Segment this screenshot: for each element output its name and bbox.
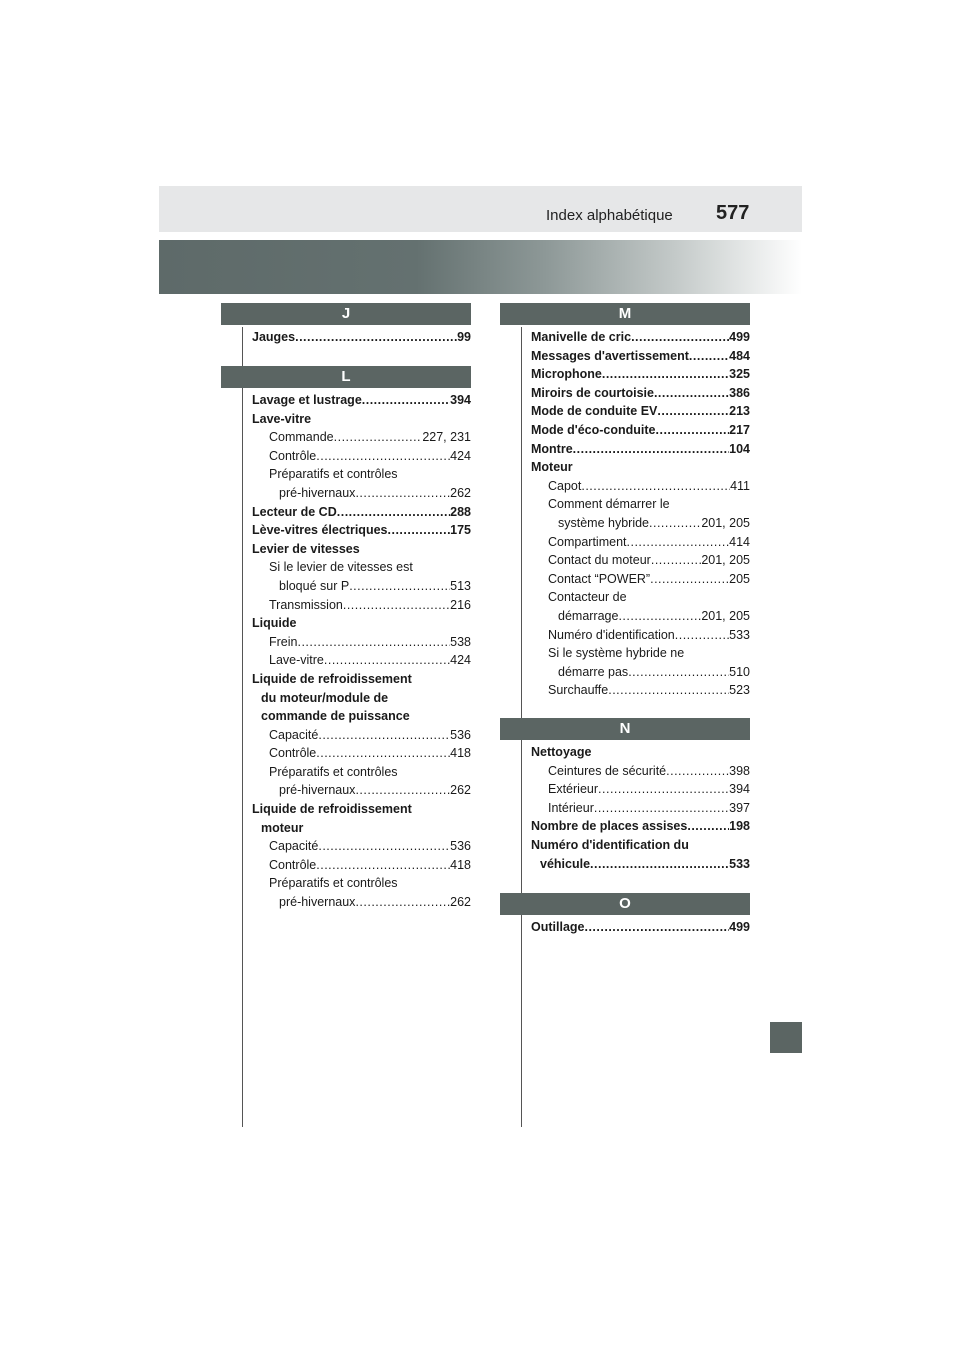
list-item[interactable]: Transmission ..... 216 xyxy=(252,596,471,615)
list-item[interactable]: Outillage ..... 499 xyxy=(531,918,750,937)
entries-n xyxy=(531,743,750,873)
list-item[interactable]: Jauges ..... 99 xyxy=(252,328,471,347)
list-item[interactable]: Commande ..... 227, 231 xyxy=(252,428,471,447)
index-subheading: Si le levier de vitesses est xyxy=(269,560,413,575)
entries-o xyxy=(531,918,750,937)
list-item[interactable]: Lecteur de CD ..... 288 xyxy=(252,503,471,522)
list-item[interactable]: Frein ..... 538 xyxy=(252,633,471,652)
index-heading: Liquide de refroidissement xyxy=(252,802,412,817)
index-heading: Nettoyage xyxy=(531,745,592,759)
list-item[interactable]: Contact “POWER” ..... 205 xyxy=(531,570,750,589)
list-item[interactable]: Ceintures de sécurité ..... 398 xyxy=(531,762,750,781)
index-heading: Moteur xyxy=(531,460,573,475)
list-item[interactable]: Montre ..... 104 xyxy=(531,440,750,459)
entries-j xyxy=(252,328,471,347)
letter-header-j: J xyxy=(221,303,471,325)
index-subheading: Comment démarrer le xyxy=(548,497,670,512)
header-band xyxy=(159,186,802,232)
list-item[interactable]: Capot ..... 411 xyxy=(531,477,750,496)
list-item[interactable]: Intérieur ..... 397 xyxy=(531,799,750,818)
entries-l xyxy=(252,391,471,912)
index-heading-continued: moteur xyxy=(261,820,304,835)
list-item[interactable]: Microphone ..... 325 xyxy=(531,365,750,384)
list-item[interactable]: démarre pas ..... 510 xyxy=(531,663,750,682)
list-item[interactable]: système hybride ..... 201, 205 xyxy=(531,514,750,533)
index-subheading: Préparatifs et contrôles xyxy=(269,764,398,779)
list-item[interactable]: Messages d'avertissement ..... 484 xyxy=(531,347,750,366)
index-heading: Numéro d'identification du xyxy=(531,837,689,852)
list-item[interactable]: Contrôle ..... 424 xyxy=(252,447,471,466)
index-heading-continued: commande de puissance xyxy=(261,709,410,724)
list-item[interactable]: Compartiment ..... 414 xyxy=(531,533,750,552)
index-heading: Liquide xyxy=(252,616,297,631)
index-subheading: Contacteur de xyxy=(548,590,627,605)
list-item[interactable]: Capacité ..... 536 xyxy=(252,837,471,856)
list-item[interactable]: pré-hivernaux ..... 262 xyxy=(252,893,471,912)
index-heading: Liquide de refroidissement xyxy=(252,671,412,686)
list-item[interactable]: pré-hivernaux ..... 262 xyxy=(252,484,471,503)
letter-header-o: O xyxy=(500,893,750,915)
list-item[interactable]: Miroirs de courtoisie ..... 386 xyxy=(531,384,750,403)
list-item[interactable]: Nombre de places assises ..... 198 xyxy=(531,817,750,836)
list-item[interactable]: Surchauffe ..... 523 xyxy=(531,681,750,700)
list-item[interactable]: Contrôle ..... 418 xyxy=(252,856,471,875)
letter-header-m: M xyxy=(500,303,750,325)
list-item[interactable]: Manivelle de cric ..... 499 xyxy=(531,328,750,347)
list-item[interactable]: pré-hivernaux ..... 262 xyxy=(252,781,471,800)
list-item[interactable]: Mode de conduite EV ..... 213 xyxy=(531,402,750,421)
page-number: 577 xyxy=(716,202,750,224)
index-heading: Levier de vitesses xyxy=(252,541,360,556)
index-heading: Lave-vitre xyxy=(252,411,312,426)
left-column-rule xyxy=(242,327,243,1127)
list-item[interactable]: Lève-vitres électriques ..... 175 xyxy=(252,521,471,540)
list-item[interactable]: Mode d'éco-conduite ..... 217 xyxy=(531,421,750,440)
list-item[interactable]: Lavage et lustrage ..... 394 xyxy=(252,391,471,410)
entries-m xyxy=(531,328,750,700)
list-item[interactable]: Capacité ..... 536 xyxy=(252,726,471,745)
decorative-gradient-bar xyxy=(159,240,802,294)
index-heading-continued: du moteur/module de xyxy=(261,690,389,705)
index-subheading: Si le système hybride ne xyxy=(548,646,685,661)
list-item[interactable]: bloqué sur P ..... 513 xyxy=(252,577,471,596)
list-item[interactable]: Lave-vitre ..... 424 xyxy=(252,651,471,670)
index-subheading: Préparatifs et contrôles xyxy=(269,467,398,482)
list-item[interactable]: démarrage ..... 201, 205 xyxy=(531,607,750,626)
letter-header-n: N xyxy=(500,718,750,740)
list-item[interactable]: Contact du moteur ..... 201, 205 xyxy=(531,551,750,570)
list-item[interactable]: véhicule ..... 533 xyxy=(531,855,750,874)
list-item[interactable]: Contrôle ..... 418 xyxy=(252,744,471,763)
list-item[interactable]: Extérieur ..... 394 xyxy=(531,780,750,799)
list-item[interactable]: Numéro d'identification ..... 533 xyxy=(531,626,750,645)
index-subheading: Préparatifs et contrôles xyxy=(269,876,398,891)
letter-header-l: L xyxy=(221,366,471,388)
chapter-tab xyxy=(770,1022,802,1053)
section-title: Index alphabétique xyxy=(546,207,673,224)
